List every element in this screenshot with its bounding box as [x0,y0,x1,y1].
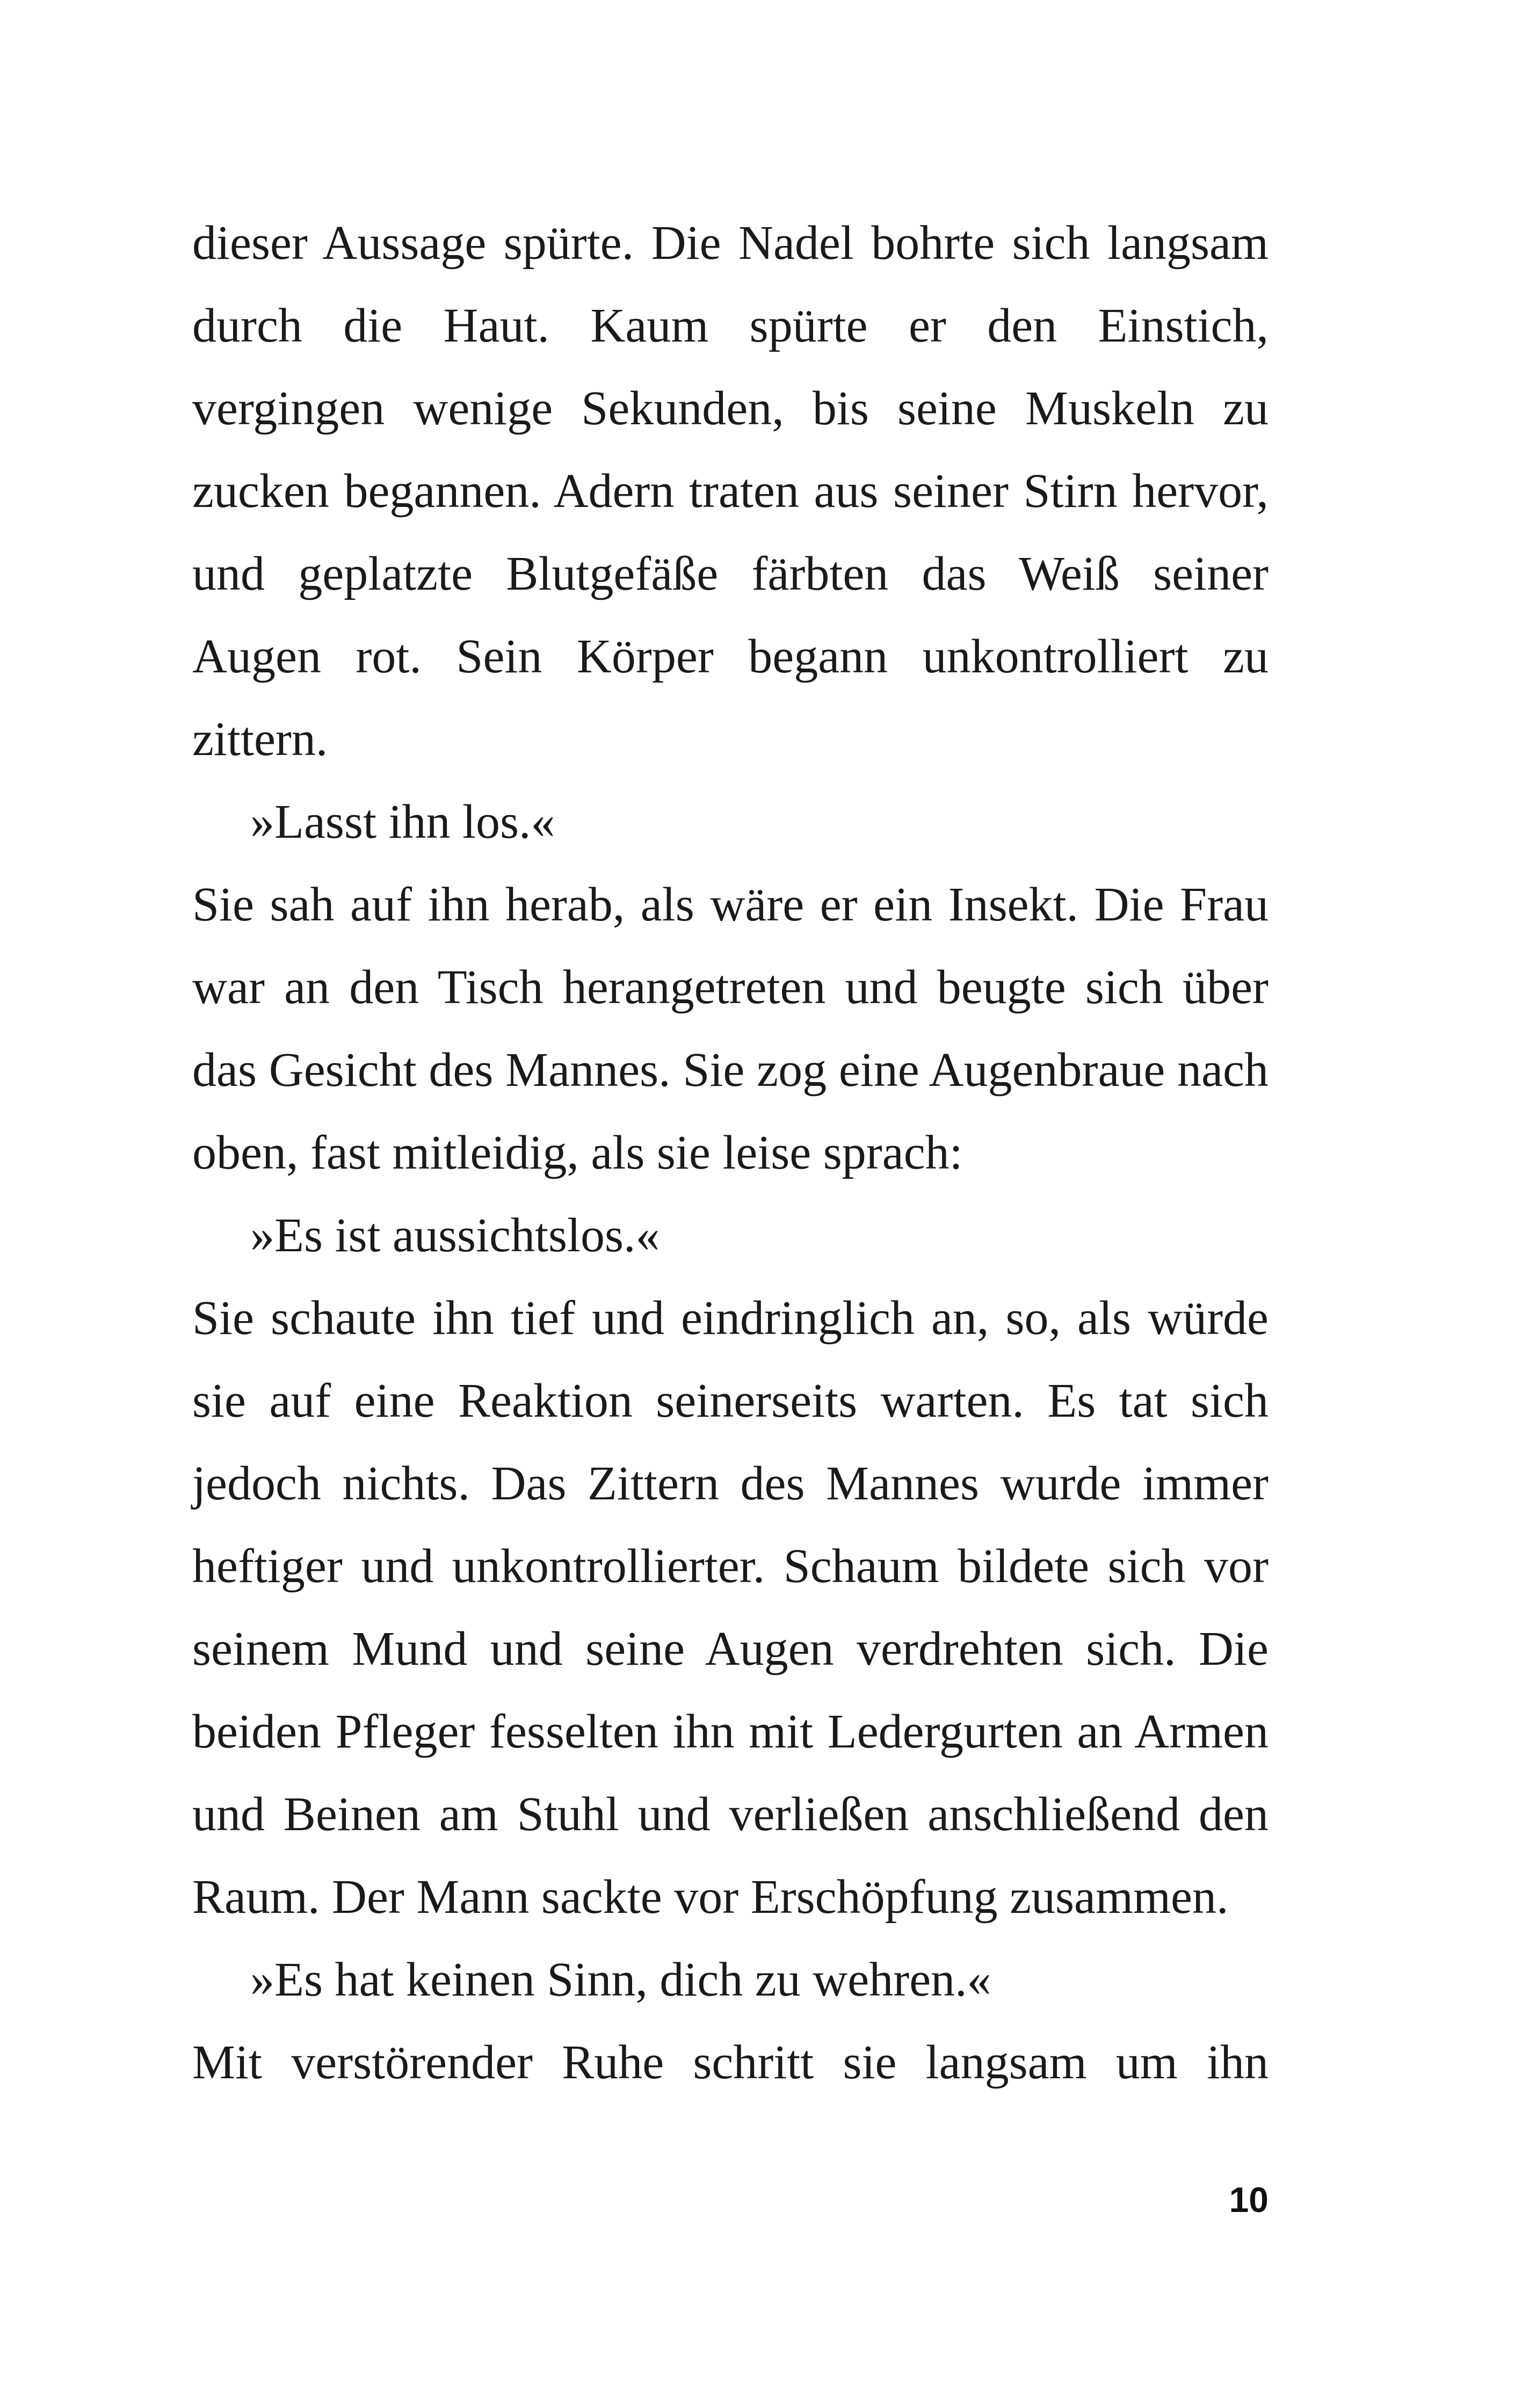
paragraph-dialogue: »Es hat keinen Sinn, dich zu wehren.« [250,1953,991,2006]
paragraph-dialogue: »Es ist aussichtslos.« [250,1209,660,1262]
body-text [192,202,1269,2104]
paragraph-narrative: dieser Aussage spürte. Die Nadel bohrte sich langsam durch die Haut. Kaum spürte er den Einstich, vergingen wenige Sekunden, bis seine Muskeln zu zucken begannen. Adern traten aus seiner Stirn hervor, und geplatzte Blutgefäße färbten das Weiß seiner Augen rot. Sein Körper begann unkontrolliert zu zittern. [192,216,1269,766]
paragraph-narrative: Sie sah auf ihn herab, als wäre er ein Insekt. Die Frau war an den Tisch herangetreten und beugte sich über das Gesicht des Mannes. Sie zog eine Augenbraue nach oben, fast mitleidig, als sie leise sprach: [192,878,1269,1179]
paragraph-dialogue: »Lasst ihn los.« [250,795,555,848]
paragraph-narrative: Mit verstörender Ruhe schritt sie langsam um ihn [192,2036,1269,2089]
page-number: 10 [1229,2180,1269,2220]
paragraph-narrative: Sie schaute ihn tief und eindringlich an, so, als würde sie auf eine Reaktion seinerseits warten. Es tat sich jedoch nichts. Das Zittern des Mannes wurde immer heftiger und unkontrollierter. Schaum bildete sich vor seinem Mund und seine Augen verdrehten sich. Die beiden Pfleger fesselten ihn mit Ledergurten an Armen und Beinen am Stuhl und verließen anschließend den Raum. Der Mann sackte vor Erschöpfung zusammen. [192,1292,1269,1924]
